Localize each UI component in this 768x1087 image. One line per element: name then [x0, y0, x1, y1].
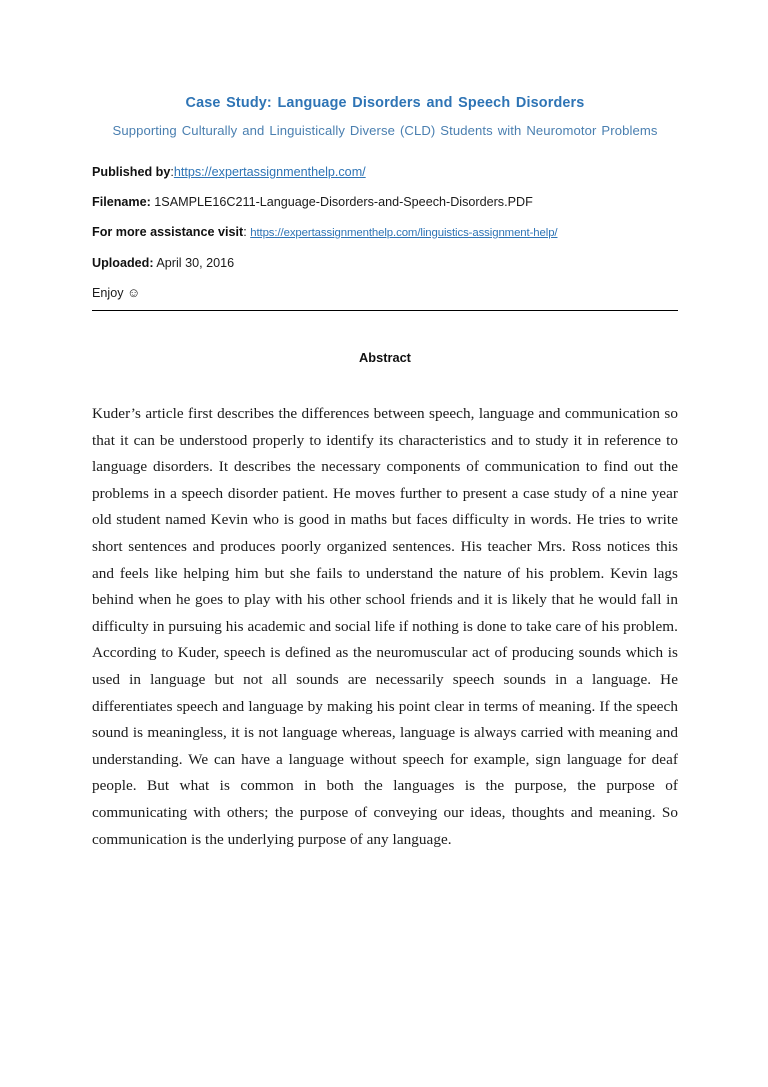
published-by-separator: : [170, 165, 174, 179]
metadata-assistance-row [92, 225, 678, 241]
assistance-link[interactable]: https://expertassignmenthelp.com/linguistics-assignment-help/ [250, 227, 558, 239]
metadata-published-row [92, 165, 678, 180]
metadata-enjoy-row [92, 286, 678, 301]
metadata-block [92, 139, 678, 301]
metadata-filename-row [92, 195, 678, 210]
abstract-body-text: Kuder’s article first describes the differences between speech, language and communication so that it can be understood properly to identify its characteristics and to study it in reference to language disorders. It describes the necessary components of communication to find out the problems in a speech disorder patient. He moves further to present a case study of a nine year old student named Kevin who is good in maths but faces difficulty in words. He tries to write short sentences and produces poorly organized sentences. His teacher Mrs. Ross notices this and feels like helping him but she fails to understand the nature of his problem. Kevin lags behind when he goes to play with his other school friends and it is likely that he would fall in difficulty in pursuing his academic and social life if nothing is done to take care of his problem. According to Kuder, speech is defined as the neuromuscular act of producing sounds which is used in language but not all sounds are necessarily speech sounds in a language. He differentiates speech and language by making his point clear in terms of meaning. If the speech sound is meaningless, it is not language whereas, language is always carried with meaning and understanding. We can have a language without speech for example, sign language for deaf people. But what is common in both the languages is the purpose, the purpose of communicating with others; the purpose of conveying our ideas, thoughts and meaning. So communication is the underlying purpose of any language. [92, 405, 678, 848]
smiley-face-icon: ☺ [127, 285, 141, 300]
metadata-uploaded-row [92, 256, 678, 271]
uploaded-value: April 30, 2016 [156, 256, 235, 270]
published-by-link[interactable]: https://expertassignmenthelp.com/ [173, 165, 366, 179]
page-subtitle: Supporting Culturally and Linguistically Diverse (CLD) Students with Neuromotor Problems [112, 123, 658, 138]
enjoy-text: Enjoy [92, 286, 128, 300]
assistance-label: For more assistance visit [92, 225, 244, 239]
uploaded-label: Uploaded: [92, 256, 154, 270]
filename-label: Filename: [92, 195, 151, 209]
page-title: Case Study: Language Disorders and Speech Disorders [185, 95, 585, 111]
document-content [92, 0, 678, 853]
abstract-heading: Abstract [359, 350, 411, 365]
assistance-separator: : [243, 225, 251, 239]
published-by-label: Published by [92, 165, 171, 179]
filename-value: 1SAMPLE16C211-Language-Disorders-and-Speech-Disorders.PDF [154, 195, 533, 209]
